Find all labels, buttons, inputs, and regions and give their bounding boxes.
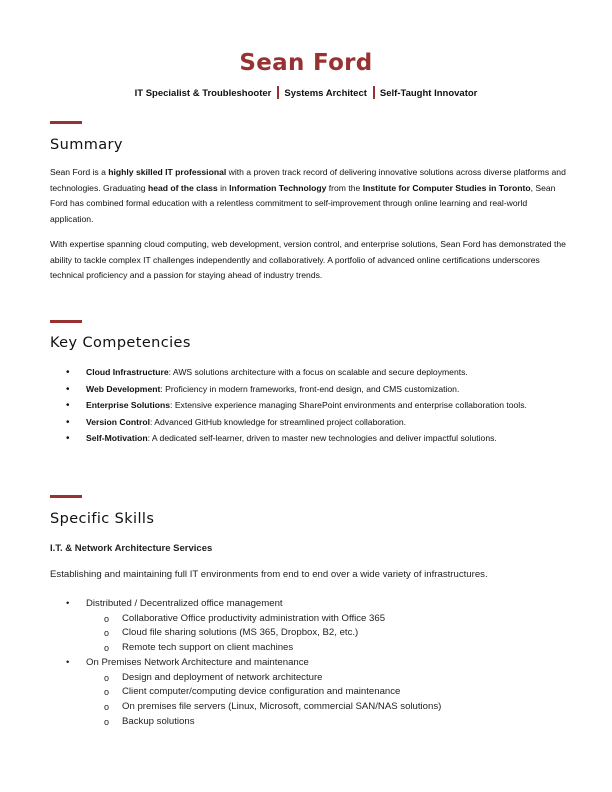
- skill-item: o Client computer/computing device configuration and maintenance: [86, 685, 570, 700]
- section-title-competencies: Key Competencies: [50, 335, 191, 351]
- summary-paragraph-2: With expertise spanning cloud computing, web development, version control, and enterprise solutions, Sean Ford has demonstrated the ability to tackle complex IT challenges independently and collaboratively. A portfolio of advanced online certifications underscores technical proficiency and a passion for staying ahead of industry trends.: [50, 239, 566, 281]
- skills-subheading: I.T. & Network Architecture Services: [50, 543, 213, 554]
- section-divider: [50, 320, 82, 323]
- competency-text: : Proficiency in modern frameworks, front-end design, and CMS customization.: [160, 383, 460, 394]
- section-divider: [50, 495, 82, 498]
- summary-paragraph-1: [50, 165, 566, 227]
- tagline-item: IT Specialist & Troubleshooter: [134, 88, 272, 99]
- skill-sublist: [86, 671, 570, 730]
- text-run: from the: [326, 182, 363, 193]
- tagline-separator: [373, 86, 375, 99]
- competency-label: Enterprise Solutions: [86, 400, 171, 411]
- competency-label: Version Control: [86, 416, 150, 427]
- emphasis-text: Information Technology: [229, 182, 327, 193]
- competency-label: Self-Motivation: [86, 433, 148, 444]
- tagline-item: Self-Taught Innovator: [379, 88, 478, 99]
- skill-item: o Backup solutions: [86, 715, 570, 730]
- emphasis-text: highly skilled IT professional: [108, 167, 227, 177]
- skill-item: o Remote tech support on client machines: [86, 641, 570, 656]
- skill-item: o On premises file servers (Linux, Microsoft, commercial SAN/NAS solutions): [86, 700, 570, 715]
- text-run: , Sean Ford has combined formal education with a relentless commitment to self-improvement through online learning and real-world application.: [50, 182, 556, 224]
- skill-group-label: Distributed / Decentralized office management: [86, 598, 283, 609]
- skill-group-label: On Premises Network Architecture and maintenance: [86, 656, 309, 668]
- competency-item: [50, 398, 550, 414]
- competency-text: : Advanced GitHub knowledge for streamlined project collaboration.: [149, 416, 407, 427]
- tagline: [0, 86, 612, 99]
- emphasis-text: Institute for Computer Studies in Toronto: [362, 182, 531, 193]
- emphasis-text: head of the class: [147, 182, 218, 193]
- candidate-name: Sean Ford: [239, 50, 373, 76]
- tagline-separator: [277, 86, 279, 99]
- competency-text: : AWS solutions architecture with a focus on scalable and secure deployments.: [168, 367, 468, 377]
- competencies-list: [50, 365, 550, 448]
- text-run: with a proven track record of delivering innovative solutions across diverse platforms and technologies. Graduating: [50, 167, 566, 193]
- competency-label: Web Development: [86, 383, 161, 394]
- competency-item: [50, 415, 550, 431]
- skill-sublist: [86, 612, 570, 656]
- skill-item: o Design and deployment of network architecture: [86, 671, 570, 686]
- competency-item: [50, 365, 550, 381]
- skill-item: o Collaborative Office productivity administration with Office 365: [86, 612, 570, 627]
- skill-item: o Cloud file sharing solutions (MS 365, Dropbox, B2, etc.): [86, 626, 570, 641]
- section-divider: [50, 121, 82, 124]
- skills-intro: Establishing and maintaining full IT environments from end to end over a wide variety of infrastructures.: [50, 569, 488, 580]
- skill-group: [50, 656, 570, 730]
- section-title-skills: Specific Skills: [50, 511, 155, 527]
- competency-text: : A dedicated self-learner, driven to master new technologies and deliver impactful solutions.: [147, 433, 497, 444]
- skills-list: [50, 597, 570, 729]
- competency-item: [50, 382, 550, 398]
- text-run: Sean Ford is a: [50, 167, 109, 177]
- section-title-summary: Summary: [50, 137, 123, 153]
- competency-item: [50, 431, 550, 447]
- tagline-item: Systems Architect: [284, 88, 367, 99]
- competency-text: : Extensive experience managing SharePoint environments and enterprise collaboration tools.: [170, 400, 527, 411]
- skill-group: [50, 597, 570, 656]
- competency-label: Cloud Infrastructure: [86, 367, 169, 377]
- text-run: in: [217, 182, 230, 193]
